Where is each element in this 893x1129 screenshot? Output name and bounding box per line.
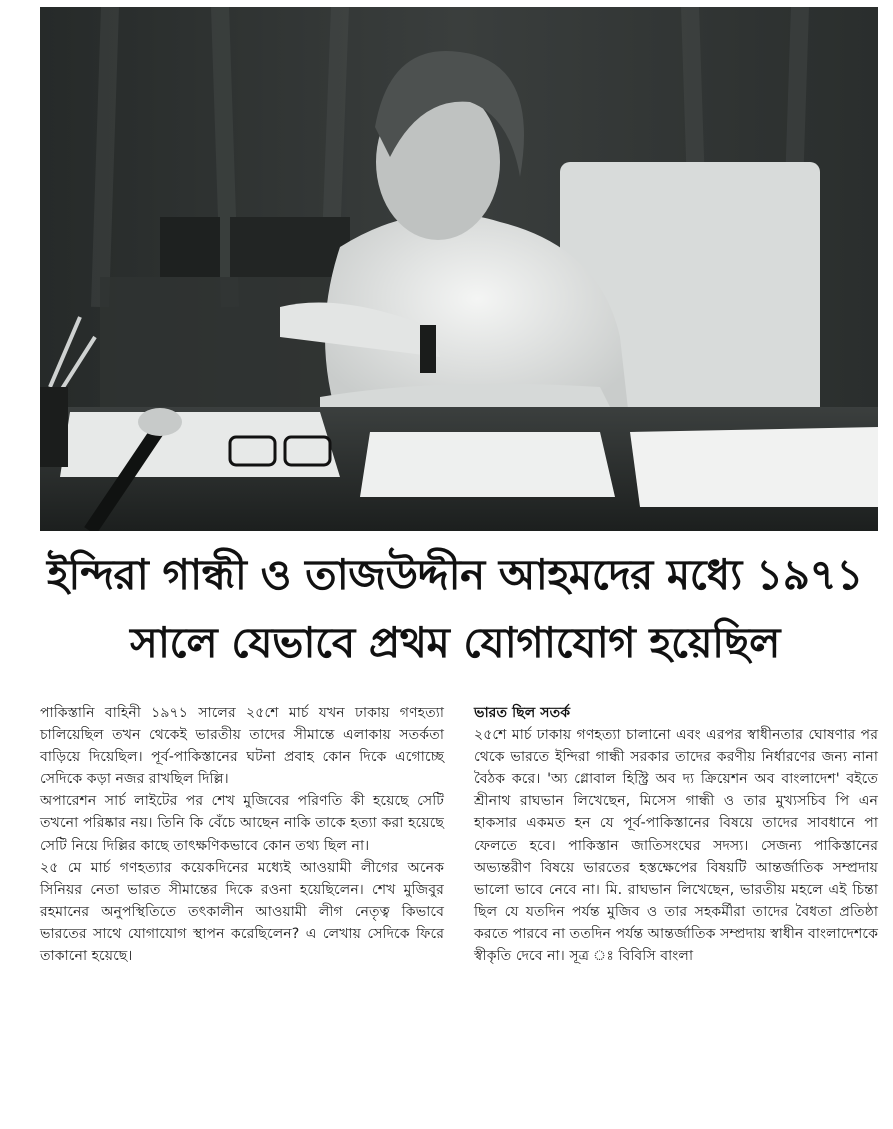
paragraph: ২৫ মে মার্চ গণহত্যার কয়েকদিনের মধ্যেই আওয়ামী লীগের অনেক সিনিয়র নেতা ভারত সীমান্তের দিকে রওনা হয়েছিলেন। শেখ মুজিবুর রহমানের অনুপস্থিতিতে তৎকালীন আওয়ামী লীগ নেতৃত্ব কিভাবে ভারতের সাথে যোগাযোগ স্থাপন করেছিলেন? এ লেখায় সেদিকে ফিরে তাকানো হয়েছে। [40,859,444,965]
right-column [474,702,878,967]
paragraph: অপারেশন সার্চ লাইটের পর শেখ মুজিবের পরিণতি কী হয়েছে সেটি তখনো পরিষ্কার নয়। তিনি কি বেঁচে আছেন নাকি তাকে হত্যা করা হয়েছে সেটি নিয়ে দিল্লির কাছে তাৎক্ষণিকভাবে কোন তথ্য ছিল না। [40,793,444,854]
paragraph: ২৫শে মার্চ ঢাকায় গণহত্যা চালানো এবং এরপর স্বাধীনতার ঘোষণার পর থেকে ভারতে ইন্দিরা গান্ধী সরকার তাদের করণীয় নির্ধারণের জন্য নানা বৈঠক করে। 'অ্য গ্লোবাল হিস্ট্রি অব দ্য ক্রিয়েশন অব বাংলাদেশ' বইতে শ্রীনাথ রাঘভান লিখেছেন, মিসেস গান্ধী ও তার মুখ্যসচিব পি এন হাকসার একমত হন যে পূর্ব-পাকিস্তানের বিষয়ে তাদের সাবধানে পা ফেলতে হবে। পাকিস্তান জাতিসংঘের সদস্য। সেজন্য পাকিস্তানের অভ্যন্তরীণ বিষয়ে ভারতের হস্তক্ষেপের বিষয়টি আন্তর্জাতিক সম্প্রদায় ভালো ভাবে নেবে না। মি. রাঘভান লিখেছেন, ভারতীয় মহলে এই চিন্তা ছিল যে যতদিন পর্যন্ত মুজিব ও তার সহকর্মীরা তাদের বৈধতা প্রতিষ্ঠা করতে পারবে না ততদিন পর্যন্ত আন্তর্জাতিক সম্প্রদায় স্বাধীন বাংলাদেশকে স্বীকৃতি দেবে না। সূত্র ঃ বিবিসি বাংলা [474,727,878,965]
wristwatch [420,325,436,373]
desk-papers-center [360,432,615,497]
headline [30,540,880,676]
article-photo [40,7,878,531]
box-left [160,217,220,277]
box-right [230,217,350,277]
desk-papers-right [630,427,878,507]
photo-illustration [40,7,878,531]
paragraph: পাকিস্তানি বাহিনী ১৯৭১ সালের ২৫শে মার্চ যখন ঢাকায় গণহত্যা চালিয়েছিল তখন থেকেই ভারতীয় তাদের সীমান্তে এলাকায় সতর্কতা বাড়িয়ে দিয়েছিল। পূর্ব-পাকিস্তানের ঘটনা প্রবাহ কোন দিকে এগোচ্ছে সেদিকে কড়া নজর রাখছিল দিল্লি। [40,705,444,788]
headline-line-2: সালে যেভাবে প্রথম যোগাযোগ হয়েছিল [130,618,780,667]
section-subheading: ভারত ছিল সতর্ক [474,705,571,721]
headline-line-1: ইন্দিরা গান্ধী ও তাজউদ্দীন আহমদের মধ্যে ১৯৭১ [46,550,864,599]
left-column [40,702,444,967]
pencil-holder [40,387,68,467]
desk-papers-left [60,412,340,477]
